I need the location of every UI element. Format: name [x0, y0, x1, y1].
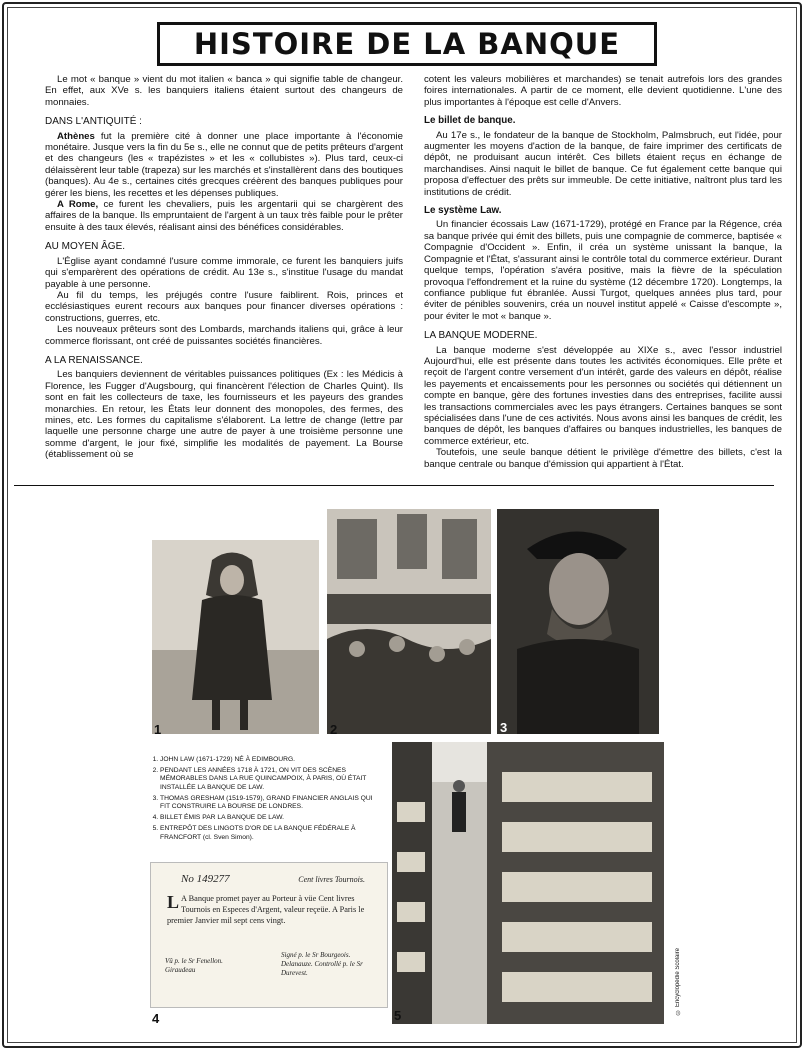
caption-4: 4. BILLET ÉMIS PAR LA BANQUE DE LAW. — [160, 814, 380, 822]
athenes-text: fut la première cité à donner une place importante à l'économie monétaire. Jusque vers la fin du 5e s., elle ne connut que de petits prêteurs d'argent et des changeurs (les « trapézistes » et les « collubistes »). Plus tard, ceux-ci délaissèrent leur table (trapeza) sur les marchés et s'installèrent dans des boutiques (banques). Au 4e s., certaines cités grecques créèrent des banques publiques pour gérer les biens, les recettes et les dépenses publiques. — [45, 130, 403, 199]
heading-billet: Le billet de banque. — [424, 115, 516, 127]
title-box — [157, 22, 657, 66]
banknote-number: No 149277 — [181, 873, 230, 885]
moderne-paragraph-1: La banque moderne s'est développée au XIXe s., avec l'essor industriel Aujourd'hui, elle est présente dans toutes les activités économiques. Elle prête et reçoit de l'argent contre versement d'un intérêt, garde des valeurs en dépôt, réalise les payements et encaissements pour les personnes ou sociétés qui détiennent un compte en banque, gère des fortunes investies dans des entreprises, facilite aussi les transactions commerciales avec les pays étrangers. Certaines banques se sont spécialisées dans l'une de ces activités. Nous avons ainsi les banques de crédit, les banques de dépôt, les banques d'affaires ou banques industrielles, les banques de commerce extérieur, etc. — [424, 344, 782, 447]
banknote-text-block — [167, 893, 373, 926]
banknote-signature-right: Signé p. le Sr Bourgeois. Delanauze. Controllé p. le Sr Durevest. — [281, 951, 363, 977]
moyen-paragraph-3: Les nouveaux prêteurs sont des Lombards, marchands italiens qui, grâce à leur commerce florissant, ont créé de puissantes sociétés financières. — [45, 324, 403, 347]
heading-law: Le système Law. — [424, 205, 502, 217]
caption-2: 2. PENDANT LES ANNÉES 1718 À 1721, ON VIT DES SCÈNES MÉMORABLES DANS LA RUE QUINCAMPOIX, À PARIS, OÙ ÉTAIT INSTALLÉE LA BANQUE DE LAW. — [160, 767, 380, 792]
moderne-paragraph-2: Toutefois, une seule banque détient le privilège d'émettre des billets, c'est la banque centrale ou banque d'émission qui appartient à l'État. — [424, 447, 782, 470]
rome-text: ce furent les chevaliers, puis les argentarii qui se chargèrent des affaires de la banque. Ils empruntaient de l'argent à un taux très faible pour le prêter ensuite à des taux élevés, réalisant ainsi des bénéfices considérables. — [45, 199, 404, 233]
banknote-header: Cent livres Tournois. — [298, 875, 365, 884]
billet-paragraph: Au 17e s., le fondateur de la banque de Stockholm, Palmsbruch, eut l'idée, pour augmenter les moyens d'action de la banque, de faire imprimer des certificats de dépôt, ne produisant aucun intérêt. Ces billets étaient reçus en échange de marchandises. Ainsi naquit le billet de banque. Ce fut également cette banque qui proposa d'effectuer des prêts sur immeuble. De cette initiative, naîtront plus tard les institutions de crédit. — [424, 129, 782, 198]
banknote-text: A Banque promet payer au Porteur à vüe Cent livres Tournois en Especes d'Argent, valeur reçeüe. A Paris le premier Janvier mil sept cens vingt. — [167, 894, 365, 925]
figure-captions — [148, 756, 380, 845]
continued-paragraph: cotent les valeurs mobilières et marchandes) se tenait autrefois lors des grandes foires internationales. A partir de ce moment, elle devient quotidienne. L'une des plus importantes à l'époque est celle d'Anvers. — [424, 74, 782, 108]
page-title: HISTOIRE DE LA BANQUE — [193, 27, 621, 61]
moyen-paragraph-2: Au fil du temps, les préjugés contre l'usure faiblirent. Rois, princes et ecclésiastiques eurent recours aux banques pour financer diverses opérations : constructions, guerres, etc. — [45, 289, 403, 324]
figure-number-1: 1 — [154, 722, 162, 737]
right-column — [424, 74, 782, 470]
caption-3: 3. THOMAS GRESHAM (1519-1579), GRAND FINANCIER ANGLAIS QUI FIT CONSTRUIRE LA BOURSE DE LONDRES. — [160, 795, 380, 811]
rome-paragraph — [45, 199, 403, 233]
figure-number-4: 4 — [152, 1011, 160, 1026]
law-paragraph: Un financier écossais Law (1671-1729), protégé en France par la Régence, créa sa banque privée qui émit des billets, puis une compagnie de commerce, baptisée « Compagnie d'Occident ». Enfin, il créa un système unissant la banque, la Compagnie et l'État, s'assurant ainsi le contrôle total du commerce extérieur. Durant quelque temps, l'opération s'avéra positive, mais la fièvre de la spéculation provoqua l'effondrement et la ruine du système (12 décembre 1720). Longtemps, la confiance publique fut ébranlée. Aussi Turgot, quelques années plus tard, pour éviter de pénibles souvenirs, créa un nouvel institut appelé « Caisse d'escompte », pour éviter le mot « banque ». — [424, 219, 782, 322]
left-column — [45, 74, 403, 461]
athenes-paragraph — [45, 131, 403, 199]
figure-number-3: 3 — [500, 720, 508, 735]
banknote-initial: L — [167, 892, 180, 912]
photo-gold-vault — [392, 742, 664, 1024]
section-divider — [14, 485, 774, 486]
renaissance-paragraph: Les banquiers deviennent de véritables puissances politiques (Ex : les Médicis à Florence, les Fugger d'Augsbourg, qui financèrent l'élection de Charles Quint). Ils sont en fait les collecteurs de taxe, les fournisseurs et les payeurs des grandes monarchies. En retour, les États leur donnent des monopoles, des fermes, des mines, etc. Les formes du capitalisme s'élaborent. La lettre de change (lettre par laquelle une personne charge une autre de payer à une troisième personne une somme d'argent, le jour fixé, simplifie les modalités de payement. La Bourse (établissement où se — [45, 369, 403, 461]
heading-moyen-age: AU MOYEN ÂGE. — [45, 241, 126, 253]
photo-john-law — [152, 540, 319, 734]
heading-moderne: LA BANQUE MODERNE. — [424, 330, 538, 342]
athenes-lead: Athènes — [57, 130, 95, 142]
caption-1: 1. JOHN LAW (1671-1729) NÉ À EDIMBOURG. — [160, 756, 380, 764]
intro-paragraph: Le mot « banque » vient du mot italien « banca » qui signifie table de changeur. En effet, aux XVe s. les banquiers italiens étaient surtout des changeurs de monnaies. — [45, 74, 403, 108]
caption-5: 5. ENTREPÔT DES LINGOTS D'OR DE LA BANQUE FÉDÉRALE À FRANCFORT (cl. Sven Simon). — [160, 825, 380, 841]
photo-rue-quincampoix — [327, 509, 491, 734]
banknote-signature-left: Vû p. le Sr Fenellon. Giraudeau — [165, 957, 223, 974]
figure-number-2: 2 — [330, 722, 338, 737]
rome-lead: A Rome, — [57, 199, 99, 211]
heading-antiquite: DANS L'ANTIQUITÉ : — [45, 116, 142, 128]
figure-number-5: 5 — [394, 1008, 402, 1023]
moyen-paragraph-1: L'Église ayant condamné l'usure comme immorale, ce furent les banquiers juifs qui s'emparèrent des opérations de crédit. Au 13e s., s'institue l'usage du mandat payable à une personne. — [45, 255, 403, 290]
photo-credit: © Encyclopédie Scolaire — [675, 948, 681, 1015]
photo-banknote — [150, 862, 388, 1008]
photo-thomas-gresham — [497, 509, 659, 734]
heading-renaissance: A LA RENAISSANCE. — [45, 354, 143, 366]
